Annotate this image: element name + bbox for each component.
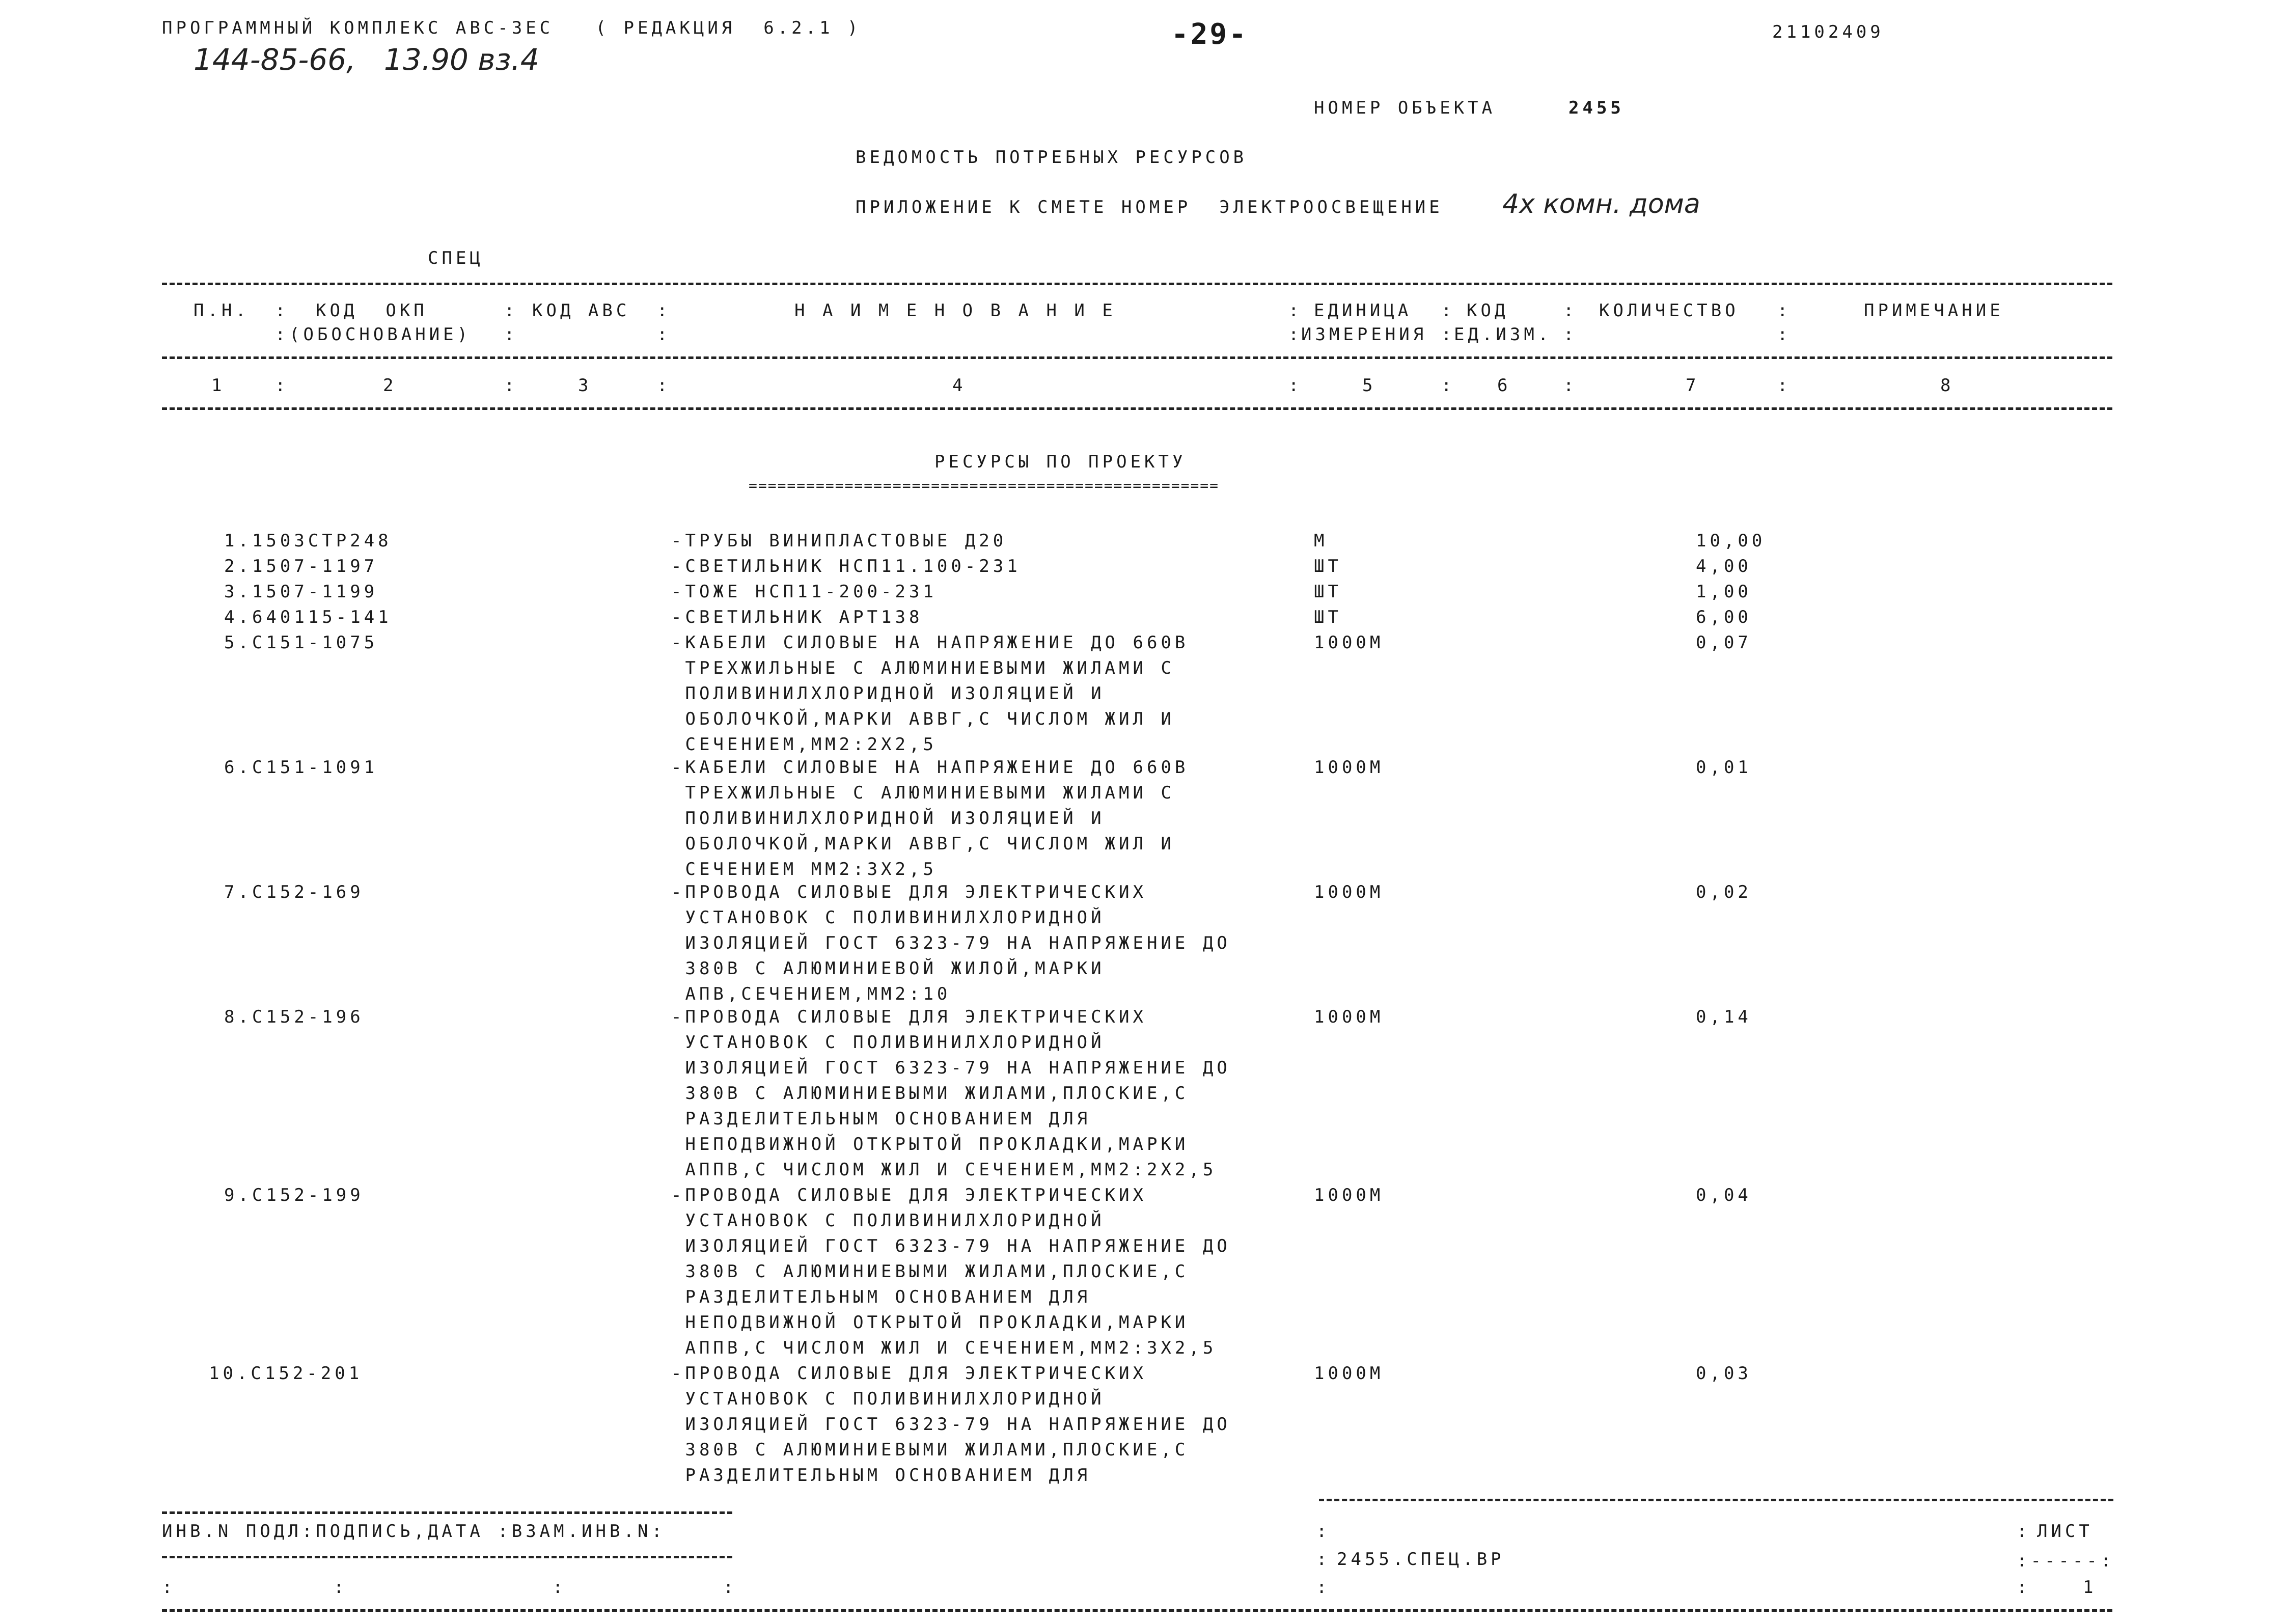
- header-sep: :: [1563, 324, 1578, 345]
- row-name-line: ОБОЛОЧКОЙ,МАРКИ АВВГ,С ЧИСЛОМ ЖИЛ И: [671, 709, 1175, 729]
- header-col-code-2: ЕД.ИЗМ.: [1454, 324, 1552, 345]
- row-unit: 1000М: [1314, 1363, 1384, 1384]
- row-unit: ШТ: [1314, 556, 1342, 576]
- row-code: 10.С152-201: [209, 1363, 363, 1384]
- footer-sep: :: [1316, 1521, 1331, 1542]
- page-number: -29-: [1171, 18, 1248, 51]
- header-col-unit-2: ИЗМЕРЕНИЯ: [1301, 324, 1427, 345]
- row-unit: ШТ: [1314, 582, 1342, 602]
- column-number: 4: [952, 375, 967, 396]
- header-sep: :: [275, 324, 289, 345]
- row-code: 3.1507-1199: [224, 582, 378, 602]
- row-unit: ШТ: [1314, 607, 1342, 627]
- row-name-line: -ПРОВОДА СИЛОВЫЕ ДЛЯ ЭЛЕКТРИЧЕСКИХ: [671, 882, 1147, 902]
- row-name-line: -СВЕТИЛЬНИК АРТ138: [671, 607, 923, 627]
- row-name-line: ИЗОЛЯЦИЕЙ ГОСТ 6323-79 НА НАПРЯЖЕНИЕ ДО: [671, 1058, 1231, 1078]
- program-header: ПРОГРАММНЫЙ КОМПЛЕКС АВС-ЗЕС ( РЕДАКЦИЯ 6.2.1 ): [162, 18, 862, 38]
- row-name-line: РАЗДЕЛИТЕЛЬНЫМ ОСНОВАНИЕМ ДЛЯ: [671, 1287, 1091, 1307]
- row-name-line: 380В С АЛЮМИНИЕВЫМИ ЖИЛАМИ,ПЛОСКИЕ,С: [671, 1440, 1189, 1460]
- header-sep: :: [275, 375, 289, 396]
- header-sep: :: [1441, 375, 1455, 396]
- row-code: 8.С152-196: [224, 1007, 364, 1027]
- column-number: 1: [211, 375, 226, 396]
- row-name-line: ИЗОЛЯЦИЕЙ ГОСТ 6323-79 НА НАПРЯЖЕНИЕ ДО: [671, 1414, 1231, 1435]
- footer-sep: :: [1316, 1549, 1331, 1570]
- row-code: 9.С152-199: [224, 1185, 364, 1205]
- row-name-line: ИЗОЛЯЦИЕЙ ГОСТ 6323-79 НА НАПРЯЖЕНИЕ ДО: [671, 1236, 1231, 1256]
- footer-sep: :: [334, 1577, 348, 1598]
- row-name-line: -КАБЕЛИ СИЛОВЫЕ НА НАПРЯЖЕНИЕ ДО 660В: [671, 757, 1189, 778]
- row-quantity: 1,00: [1696, 582, 1752, 602]
- row-code: 6.С151-1091: [224, 757, 378, 778]
- row-name-line: НЕПОДВИЖНОЙ ОТКРЫТОЙ ПРОКЛАДКИ,МАРКИ: [671, 1312, 1189, 1333]
- header-sep: :: [657, 375, 671, 396]
- header-sep: :: [1777, 375, 1792, 396]
- row-quantity: 0,03: [1696, 1363, 1752, 1384]
- row-quantity: 4,00: [1696, 556, 1752, 576]
- row-unit: 1000М: [1314, 882, 1384, 902]
- column-number: 8: [1940, 375, 1954, 396]
- row-name-line: УСТАНОВОК С ПОЛИВИНИЛХЛОРИДНОЙ: [671, 1210, 1105, 1231]
- row-name-line: -ПРОВОДА СИЛОВЫЕ ДЛЯ ЭЛЕКТРИЧЕСКИХ: [671, 1363, 1147, 1384]
- row-quantity: 0,04: [1696, 1185, 1752, 1205]
- row-name-line: СЕЧЕНИЕМ ММ2:3Х2,5: [671, 859, 937, 879]
- row-name-line: СЕЧЕНИЕМ,ММ2:2Х2,5: [671, 734, 937, 755]
- document-reference: 2455.СПЕЦ.ВР: [1337, 1549, 1505, 1570]
- footer-sep: :: [2017, 1521, 2031, 1542]
- header-sep: :: [504, 375, 518, 396]
- section-underline: =================================================: [749, 477, 1220, 494]
- row-quantity: 0,07: [1696, 632, 1752, 653]
- section-title: РЕСУРСЫ ПО ПРОЕКТУ: [934, 452, 1187, 472]
- header-sep: :: [1288, 324, 1303, 345]
- row-name-line: 380В С АЛЮМИНИЕВЫМИ ЖИЛАМИ,ПЛОСКИЕ,С: [671, 1261, 1189, 1282]
- row-name-line: АПВ,СЕЧЕНИЕМ,ММ2:10: [671, 984, 951, 1004]
- header-sep: :: [504, 324, 518, 345]
- footer-sep: :: [553, 1577, 567, 1598]
- header-col-abc: КОД АВС: [532, 300, 630, 321]
- header-col-okp: КОД ОКП: [316, 300, 428, 321]
- header-sep: :: [1777, 324, 1792, 345]
- sheet-label: ЛИСТ: [2037, 1521, 2093, 1542]
- header-sep: :: [504, 300, 518, 321]
- stamp-columns: ИНВ.N ПОДЛ:ПОДПИСЬ,ДАТА :ВЗАМ.ИНВ.N:: [162, 1521, 666, 1542]
- handwritten-reference: 144-85-66, 13.90 вз.4: [194, 42, 539, 77]
- document-subtitle: ПРИЛОЖЕНИЕ К СМЕТЕ НОМЕР ЭЛЕКТРООСВЕЩЕНИЕ: [856, 197, 1443, 217]
- row-name-line: УСТАНОВОК С ПОЛИВИНИЛХЛОРИДНОЙ: [671, 1389, 1105, 1409]
- header-sep: :: [657, 300, 671, 321]
- header-sep: :: [1288, 375, 1303, 396]
- row-code: 5.С151-1075: [224, 632, 378, 653]
- footer-sep: :-----:: [2017, 1551, 2115, 1571]
- header-col-pn: П.Н.: [194, 300, 250, 321]
- column-number: 6: [1497, 375, 1511, 396]
- row-name-line: -ПРОВОДА СИЛОВЫЕ ДЛЯ ЭЛЕКТРИЧЕСКИХ: [671, 1007, 1147, 1027]
- row-quantity: 0,14: [1696, 1007, 1752, 1027]
- row-unit: 1000М: [1314, 632, 1384, 653]
- row-name-line: 380В С АЛЮМИНИЕВЫМИ ЖИЛАМИ,ПЛОСКИЕ,С: [671, 1083, 1189, 1104]
- row-unit: 1000М: [1314, 757, 1384, 778]
- footer-rule-right: [1319, 1499, 2113, 1501]
- row-name-line: -СВЕТИЛЬНИК НСП11.100-231: [671, 556, 1021, 576]
- header-rule: [162, 356, 2112, 359]
- footer-rule-mid: [162, 1556, 732, 1558]
- sheet-number: 1: [2083, 1577, 2097, 1598]
- row-name-line: ПОЛИВИНИЛХЛОРИДНОЙ ИЗОЛЯЦИЕЙ И: [671, 683, 1105, 704]
- header-col-name: Н А И М Е Н О В А Н И Е: [794, 300, 1116, 321]
- row-name-line: ТРЕХЖИЛЬНЫЕ С АЛЮМИНИЕВЫМИ ЖИЛАМИ С: [671, 783, 1175, 803]
- header-sep: :: [1563, 375, 1578, 396]
- row-name-line: 380В С АЛЮМИНИЕВОЙ ЖИЛОЙ,МАРКИ: [671, 958, 1105, 979]
- footer-sep: :: [1316, 1577, 1331, 1598]
- row-name-line: АППВ,С ЧИСЛОМ ЖИЛ И СЕЧЕНИЕМ,ММ2:3Х2,5: [671, 1338, 1217, 1358]
- footer-rule-left: [162, 1511, 732, 1514]
- header-sep: :: [1288, 300, 1303, 321]
- header-col-code: КОД: [1467, 300, 1509, 321]
- row-name-line: ИЗОЛЯЦИЕЙ ГОСТ 6323-79 НА НАПРЯЖЕНИЕ ДО: [671, 933, 1231, 953]
- column-number: 2: [383, 375, 397, 396]
- row-name-line: УСТАНОВОК С ПОЛИВИНИЛХЛОРИДНОЙ: [671, 1032, 1105, 1053]
- handwritten-subtitle: 4х комн. дома: [1502, 189, 1700, 219]
- object-label: НОМЕР ОБЪЕКТА: [1314, 98, 1496, 118]
- row-name-line: РАЗДЕЛИТЕЛЬНЫМ ОСНОВАНИЕМ ДЛЯ: [671, 1465, 1091, 1485]
- row-code: 7.С152-169: [224, 882, 364, 902]
- row-unit: 1000М: [1314, 1185, 1384, 1205]
- column-number: 5: [1362, 375, 1376, 396]
- row-name-line: АППВ,С ЧИСЛОМ ЖИЛ И СЕЧЕНИЕМ,ММ2:2Х2,5: [671, 1160, 1217, 1180]
- document-code: 21102409: [1772, 22, 1884, 42]
- header-col-qty: КОЛИЧЕСТВО: [1599, 300, 1739, 321]
- footer-bottom-rule: [162, 1609, 2112, 1612]
- row-name-line: -ТРУБЫ ВИНИПЛАСТОВЫЕ Д20: [671, 531, 1007, 551]
- row-quantity: 0,01: [1696, 757, 1752, 778]
- row-name-line: -ТОЖЕ НСП11-200-231: [671, 582, 937, 602]
- row-name-line: -КАБЕЛИ СИЛОВЫЕ НА НАПРЯЖЕНИЕ ДО 660В: [671, 632, 1189, 653]
- row-name-line: УСТАНОВОК С ПОЛИВИНИЛХЛОРИДНОЙ: [671, 907, 1105, 928]
- row-name-line: -ПРОВОДА СИЛОВЫЕ ДЛЯ ЭЛЕКТРИЧЕСКИХ: [671, 1185, 1147, 1205]
- header-col-basis: (ОБОСНОВАНИЕ): [289, 324, 472, 345]
- header-sep: :: [1441, 324, 1455, 345]
- object-number: 2455: [1568, 98, 1625, 118]
- row-name-line: ТРЕХЖИЛЬНЫЕ С АЛЮМИНИЕВЫМИ ЖИЛАМИ С: [671, 658, 1175, 678]
- row-quantity: 6,00: [1696, 607, 1752, 627]
- row-code: 4.640115-141: [224, 607, 392, 627]
- row-quantity: 0,02: [1696, 882, 1752, 902]
- document-title: ВЕДОМОСТЬ ПОТРЕБНЫХ РЕСУРСОВ: [856, 147, 1248, 168]
- row-name-line: ОБОЛОЧКОЙ,МАРКИ АВВГ,С ЧИСЛОМ ЖИЛ И: [671, 834, 1175, 854]
- spec-label: СПЕЦ: [428, 248, 484, 268]
- row-name-line: НЕПОДВИЖНОЙ ОТКРЫТОЙ ПРОКЛАДКИ,МАРКИ: [671, 1134, 1189, 1154]
- table-top-rule: [162, 283, 2112, 285]
- row-unit: М: [1314, 531, 1328, 551]
- row-quantity: 10,00: [1696, 531, 1766, 551]
- footer-sep: :: [162, 1577, 176, 1598]
- header-sep: :: [1777, 300, 1792, 321]
- row-name-line: ПОЛИВИНИЛХЛОРИДНОЙ ИЗОЛЯЦИЕЙ И: [671, 808, 1105, 829]
- footer-sep: :: [723, 1577, 737, 1598]
- row-code: 1.1503СТР248: [224, 531, 392, 551]
- header-col-unit: ЕДИНИЦА: [1314, 300, 1412, 321]
- header-sep: :: [1441, 300, 1455, 321]
- row-name-line: РАЗДЕЛИТЕЛЬНЫМ ОСНОВАНИЕМ ДЛЯ: [671, 1109, 1091, 1129]
- row-unit: 1000М: [1314, 1007, 1384, 1027]
- header-col-note: ПРИМЕЧАНИЕ: [1864, 300, 2004, 321]
- column-number: 7: [1686, 375, 1700, 396]
- row-code: 2.1507-1197: [224, 556, 378, 576]
- column-number: 3: [578, 375, 592, 396]
- header-sep: :: [1563, 300, 1578, 321]
- column-number-rule: [162, 407, 2112, 410]
- header-sep: :: [657, 324, 671, 345]
- footer-sep: :: [2017, 1577, 2031, 1598]
- header-sep: :: [275, 300, 289, 321]
